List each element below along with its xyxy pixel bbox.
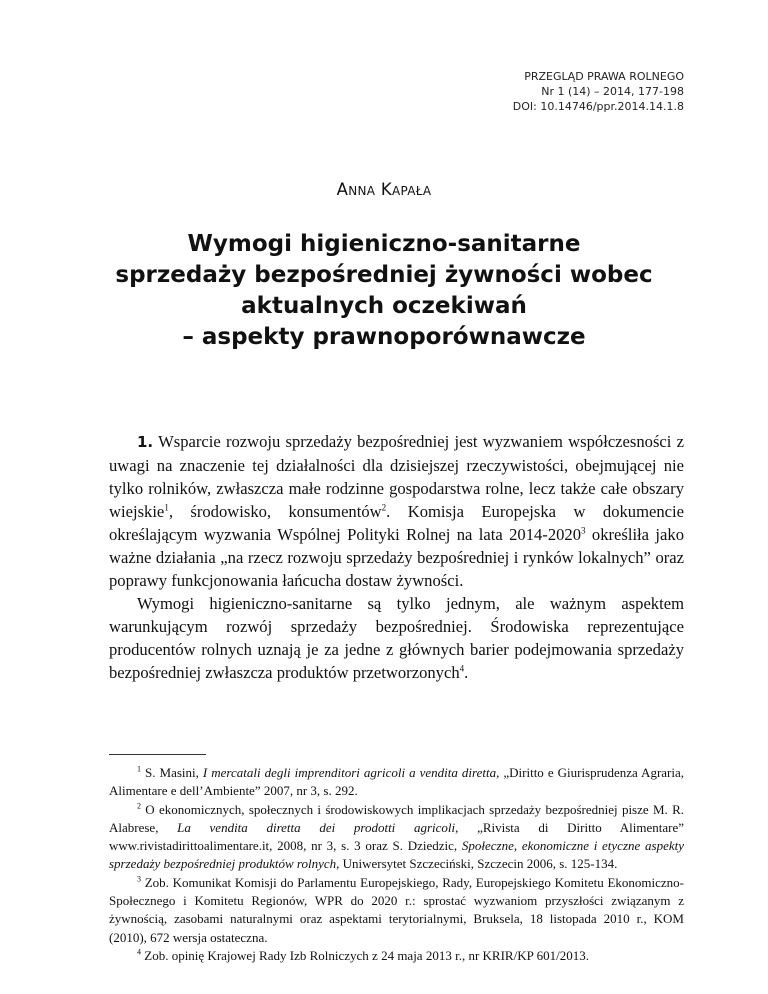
paragraph-text: , środowisko, konsumentów (168, 502, 382, 521)
footnote-number: 1 (137, 764, 141, 774)
journal-header (513, 69, 684, 114)
footnote-text: O ekonomicznych, społecznych i środowiskowych implikacjach sprzedaży bezpośredniej pisze M. R. Alabrese, (109, 801, 684, 835)
footnote-ref[interactable]: 1 (164, 502, 169, 513)
footnote-2 (109, 801, 684, 874)
footnote-text: , „Rivista di Diritto Alimentare” www.rivistadirittoalimentare.it, 2008, nr 3, s. 3 oraz S. Dziedzic, (109, 819, 684, 854)
author-name: Anna Kapała (336, 180, 432, 199)
footnote-number: 4 (137, 947, 141, 957)
journal-name: PRZEGLĄD PRAWA ROLNEGO (524, 70, 684, 83)
title-line: Wymogi higieniczno-sanitarne (187, 231, 581, 257)
footnote-text: Zob. opinię Krajowej Rady Izb Rolniczych z 24 maja 2013 r., nr KRIR/KP 601/2013. (141, 947, 589, 963)
footnote-3 (109, 874, 684, 947)
footnote-1 (109, 764, 684, 801)
footnote-number: 3 (137, 874, 141, 884)
footnote-4 (109, 947, 684, 965)
paragraph-text: Wsparcie rozwoju sprzedaży bezpośredniej jest wyzwaniem współczesności z uwagi na znaczenie tej działalności dla dzisiejszej rzeczywistości, obejmującej nie tylko rolników, zwłaszcza małe rodzinne gospodarstwa rolne, lecz także całe obszary wiejskie (109, 432, 684, 521)
footnote-ref[interactable]: 4 (459, 663, 465, 674)
footnote-ref[interactable]: 3 (581, 525, 586, 536)
footnote-divider (109, 754, 206, 755)
footnote-text: Zob. Komunikat Komisji do Parlamentu Europejskiego, Rady, Europejskiego Komitetu Ekonomiczno-Społecznego i Komitetu Regionów, WPR do 2020 r.: sprostać wyzwaniom przyszłości związanym z żywnością, zasobami naturalnymi oraz aspektami terytorialnymi, Bruksela, 18 listopada 2010 r., KOM (2010), 672 wersja ostateczna. (109, 874, 684, 945)
journal-doi: DOI: 10.14746/ppr.2014.14.1.8 (512, 100, 684, 113)
footnote-italic: La vendita diretta dei prodotti agricoli (177, 819, 456, 835)
paragraph-2 (109, 592, 684, 684)
footnote-text: S. Masini, (141, 765, 203, 780)
title-line: sprzedaży bezpośredniej żywności wobec (115, 262, 653, 288)
article-title (100, 229, 668, 353)
footnote-number: 2 (137, 801, 141, 811)
title-line: – aspekty prawnoporównawcze (182, 324, 586, 350)
journal-issue: Nr 1 (14) – 2014, 177-198 (541, 85, 684, 98)
paragraph-text: . Komisja Europejska w dokumencie określającym wyzwania Wspólnej Polityki Rolnej na lata 2014-2020 (109, 502, 685, 544)
footnote-italic: I mercatali degli imprenditori agricoli a vendita diretta (202, 765, 497, 780)
paragraph-text: . (464, 663, 469, 682)
footnote-text: , Uniwersytet Szczeciński, Szczecin 2006, s. 125-134. (336, 856, 618, 872)
paragraph-text: Wymogi higieniczno-sanitarne są tylko jednym, ale ważnym aspektem warunkującym rozwój sprzedaży bezpośredniej. Środowiska reprezentujące producentów rolnych uznają je za jedne z głównych barier podejmowania sprzedaży bezpośredniej zwłaszcza produktów przetworzonych (109, 594, 684, 682)
footnote-italic: Społeczne, ekonomiczne i etyczne aspekty sprzedaży bezpośredniej produktów rolnych (109, 838, 684, 872)
paragraph-1 (109, 430, 684, 592)
footnote-ref[interactable]: 2 (381, 502, 387, 513)
footnotes (109, 764, 684, 965)
title-line: aktualnych oczekiwań (241, 293, 527, 319)
paragraph-text: określiła jako ważne działania „na rzecz rozwoju sprzedaży bezpośredniej i rynków lokalnych” oraz poprawy funkcjonowania łańcucha dostaw żywności. (109, 525, 684, 590)
section-number: 1. (137, 433, 154, 451)
footnote-text: , „Diritto e Giurisprudenza Agraria, Alimentare e dell’Ambiente” 2007, nr 3, s. 292. (109, 765, 685, 799)
article-body (109, 430, 684, 684)
